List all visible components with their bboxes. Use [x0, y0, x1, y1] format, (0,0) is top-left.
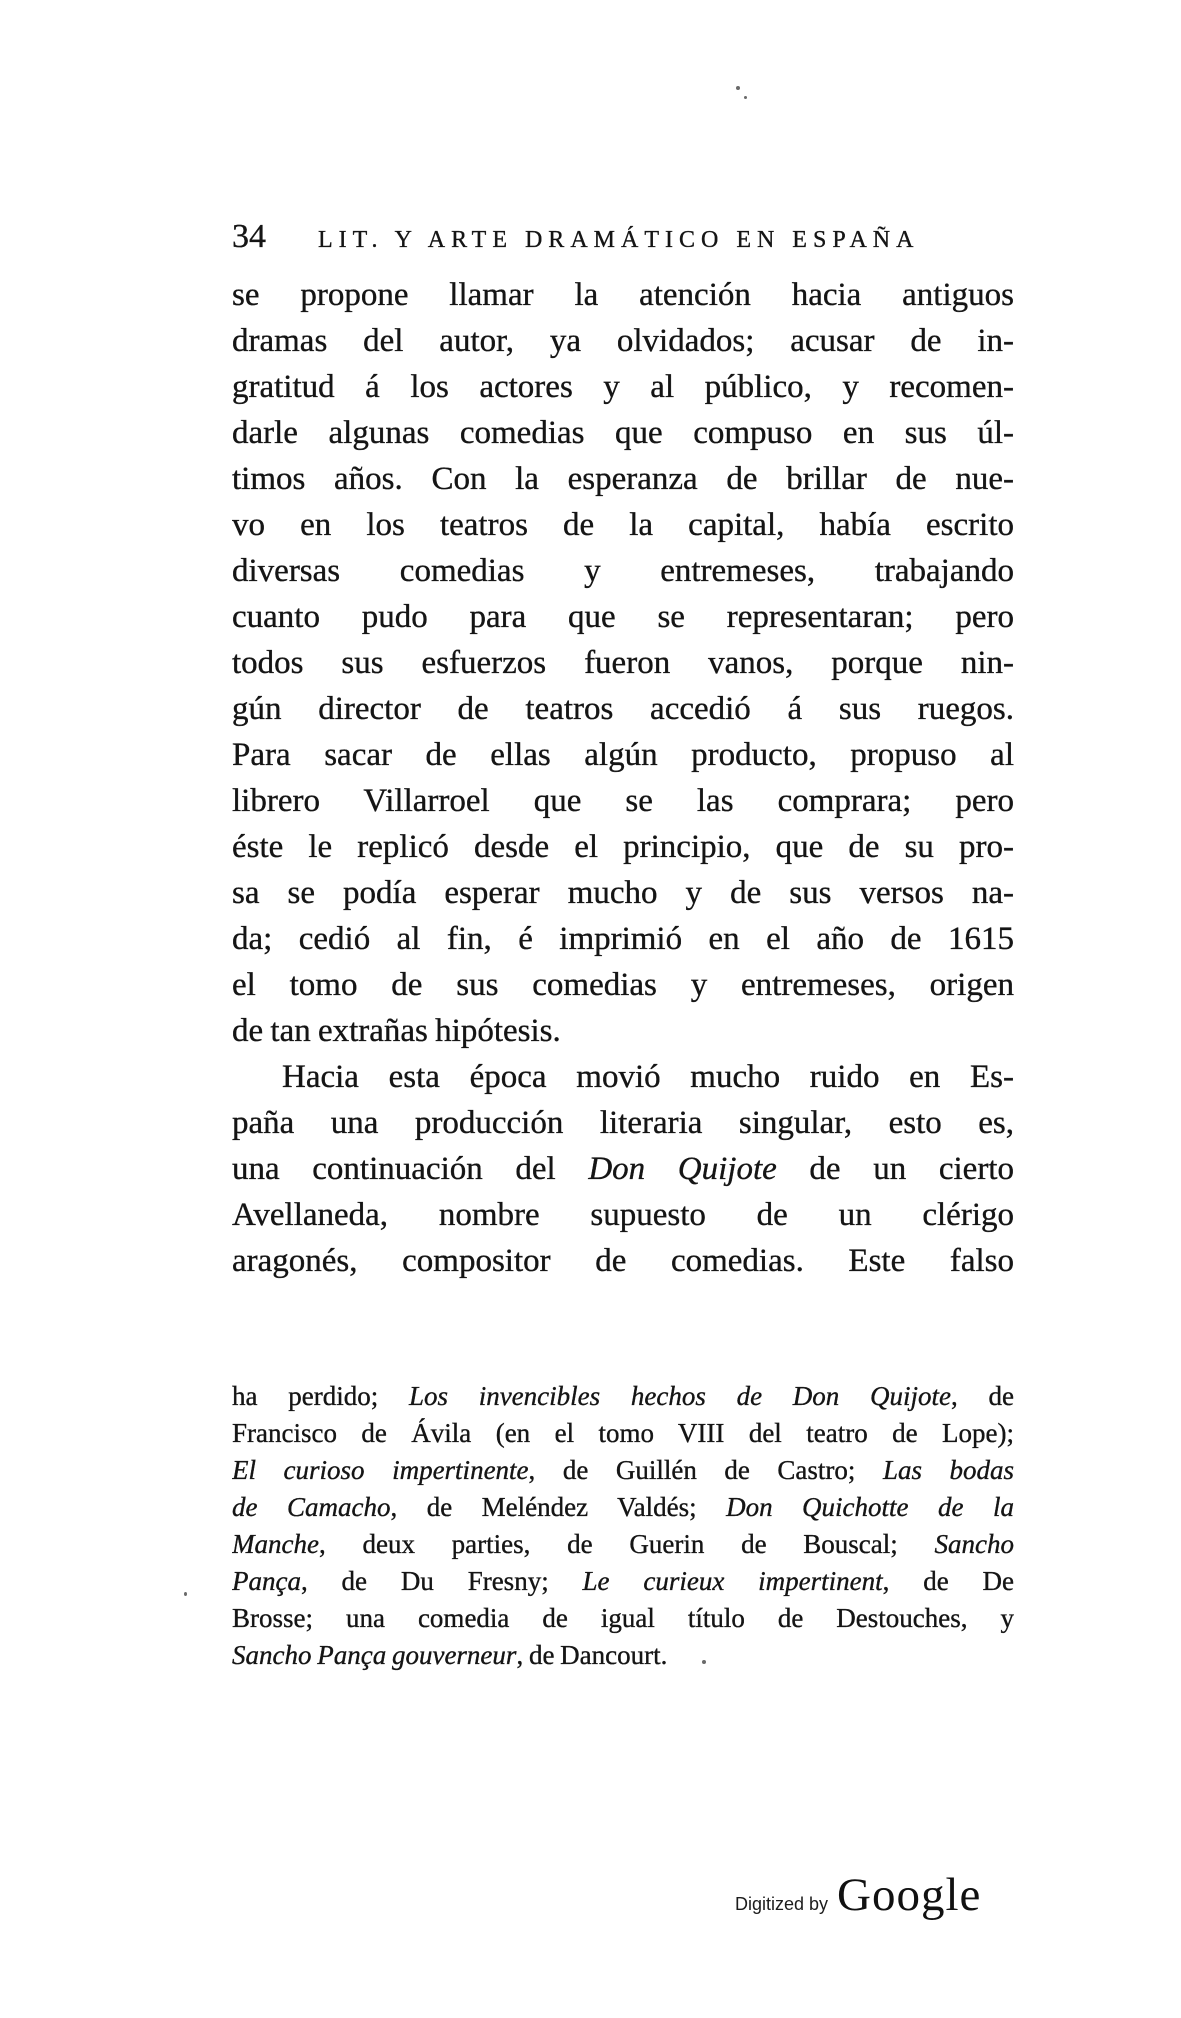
text-run: gún director de teatros accedió á sus ruegos.	[232, 691, 1014, 727]
italic-title-text: de Camacho	[232, 1492, 391, 1522]
body-line	[232, 272, 1014, 318]
body-line	[232, 1054, 1014, 1100]
footnote-line	[232, 1600, 1014, 1637]
body-line	[232, 1100, 1014, 1146]
text-run: , de Meléndez Valdés;	[390, 1492, 727, 1522]
footnote-line	[232, 1378, 1014, 1415]
text-run: , de	[951, 1381, 1014, 1411]
body-text	[232, 272, 1014, 1284]
footnote-line	[232, 1563, 1014, 1600]
text-run: Brosse; una comedia de igual título de Destouches, y	[232, 1603, 1014, 1633]
text-run: , de Guillén de Castro;	[528, 1455, 883, 1485]
text-run: aragonés, compositor de comedias. Este falso	[232, 1243, 1014, 1279]
page-number: 34	[232, 218, 266, 255]
footnote-text	[232, 1378, 1014, 1674]
body-line	[232, 1238, 1014, 1284]
footnote-line	[232, 1526, 1014, 1563]
text-run: Avellaneda, nombre supuesto de un clérigo	[232, 1197, 1014, 1233]
text-run: sa se podía esperar mucho y de sus versos na-	[232, 875, 1014, 911]
text-run: de tan extrañas hipótesis.	[232, 1013, 561, 1049]
text-run: una continuación del	[232, 1151, 589, 1187]
body-line	[232, 456, 1014, 502]
footnote-line	[232, 1637, 1014, 1674]
text-run: vo en los teatros de la capital, había escrito	[232, 507, 1014, 543]
scan-artifact	[736, 86, 740, 90]
body-line	[232, 1008, 1014, 1054]
google-logo: Google	[837, 1869, 982, 1921]
body-line	[232, 1146, 1014, 1192]
text-run: gratitud á los actores y al público, y recomen-	[232, 369, 1014, 405]
italic-title-text: Los invencibles hechos de Don Quijote	[408, 1381, 952, 1411]
italic-title-text: El curioso impertinente	[232, 1455, 529, 1485]
body-line	[232, 962, 1014, 1008]
footnote-line	[232, 1415, 1014, 1452]
italic-title-text: Pança	[232, 1566, 301, 1596]
footnote-line	[232, 1489, 1014, 1526]
italic-title-text: Don Quichotte de la	[726, 1492, 1014, 1522]
text-run: darle algunas comedias que compuso en sus úl-	[232, 415, 1014, 451]
italic-title-text: Sancho Pança gouverneur	[232, 1640, 517, 1670]
text-run: , de Dancourt.	[516, 1640, 668, 1670]
text-run: Francisco de Ávila (en el tomo VIII del teatro de Lope);	[232, 1418, 1014, 1448]
footnote-line	[232, 1452, 1014, 1489]
italic-title-text: Las bodas	[882, 1455, 1014, 1485]
body-line	[232, 318, 1014, 364]
body-line	[232, 548, 1014, 594]
text-run: de un cierto	[776, 1151, 1014, 1187]
text-run: , de Du Fresny;	[300, 1566, 583, 1596]
body-line	[232, 1192, 1014, 1238]
text-run: , deux parties, de Guerin de Bouscal;	[318, 1529, 935, 1559]
text-run: se propone llamar la atención hacia antiguos	[232, 277, 1014, 313]
body-line	[232, 686, 1014, 732]
scan-artifact	[702, 1660, 706, 1664]
italic-title-text: Le curieux impertinent	[582, 1566, 883, 1596]
text-run: librero Villarroel que se las comprara; pero	[232, 783, 1014, 819]
body-line	[232, 364, 1014, 410]
running-header	[232, 218, 1014, 256]
text-run: , de De	[882, 1566, 1014, 1596]
italic-title-text: Don Quijote	[588, 1151, 777, 1187]
running-header-title: LIT. Y ARTE DRAMÁTICO EN ESPAÑA	[318, 227, 920, 253]
body-line	[232, 824, 1014, 870]
scan-artifact	[744, 96, 747, 99]
scan-artifact	[184, 1592, 187, 1596]
text-run: ha perdido;	[232, 1381, 409, 1411]
text-run: Hacia esta época movió mucho ruido en Es-	[282, 1059, 1014, 1095]
digitized-by-label: Digitized by	[735, 1894, 829, 1914]
text-run: cuanto pudo para que se representaran; pero	[232, 599, 1014, 635]
digitization-watermark	[735, 1868, 981, 1922]
text-run: todos sus esfuerzos fueron vanos, porque nin-	[232, 645, 1014, 681]
text-run: dramas del autor, ya olvidados; acusar de in-	[232, 323, 1014, 359]
body-line	[232, 640, 1014, 686]
text-run: Para sacar de ellas algún producto, propuso al	[232, 737, 1014, 773]
body-line	[232, 870, 1014, 916]
italic-title-text: Sancho	[934, 1529, 1014, 1559]
italic-title-text: Manche	[232, 1529, 319, 1559]
body-line	[232, 594, 1014, 640]
text-run: diversas comedias y entremeses, trabajando	[232, 553, 1014, 589]
body-line	[232, 410, 1014, 456]
body-line	[232, 732, 1014, 778]
text-run: paña una producción literaria singular, esto es,	[232, 1105, 1014, 1141]
body-line	[232, 916, 1014, 962]
text-run: timos años. Con la esperanza de brillar de nue-	[232, 461, 1014, 497]
body-line	[232, 502, 1014, 548]
text-run: da; cedió al fin, é imprimió en el año de 1615	[232, 921, 1014, 957]
body-line	[232, 778, 1014, 824]
text-run: éste le replicó desde el principio, que de su pro-	[232, 829, 1014, 865]
text-run: el tomo de sus comedias y entremeses, origen	[232, 967, 1014, 1003]
